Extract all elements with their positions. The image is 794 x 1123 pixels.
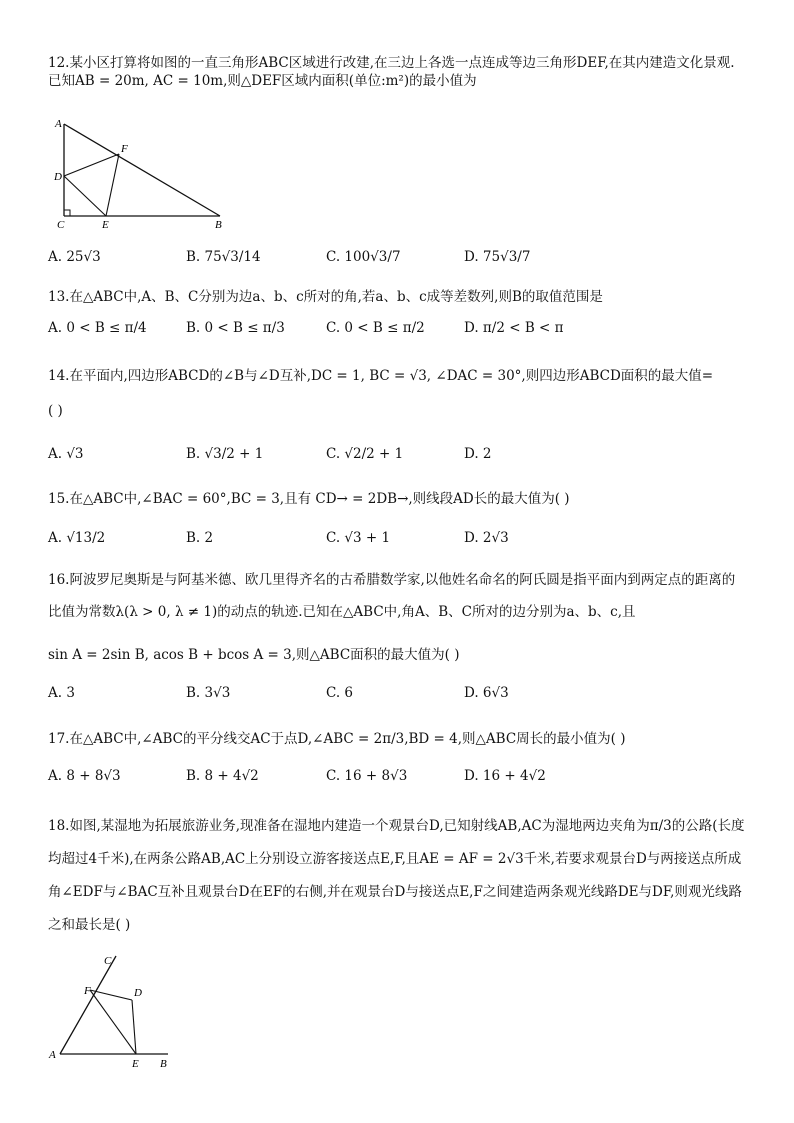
q12-label-a: A	[55, 118, 62, 130]
q17-option-a[interactable]: A. 8 + 8√3	[48, 768, 121, 784]
q17-option-c[interactable]: C. 16 + 8√3	[326, 768, 408, 784]
q18-label-b: B	[160, 1058, 167, 1070]
q14-option-b[interactable]: B. √3/2 + 1	[186, 446, 264, 462]
q12-label-d: D	[54, 171, 62, 183]
q13-option-c[interactable]: C. 0 < B ≤ π/2	[326, 320, 425, 336]
q18-text: 18.如图,某湿地为拓展旅游业务,现准备在湿地内建造一个观景台D,已知射线AB,AC为湿地两边夹角为π/3的公路(长度均超过4千米),在两条公路AB,AC上分别设立游客接送点E,F,且AE = AF = 2√3千米,若要求观景台D与两接送点所成角∠EDF与∠BAC互补且观景台D在EF的右侧,并在观景台D与接送点E,F之间建造两条观光线路DE与DF,则观光线路之和最长是( )	[48, 818, 745, 934]
q15-option-a[interactable]: A. √13/2	[48, 530, 106, 546]
q16-option-a[interactable]: A. 3	[48, 685, 75, 701]
q16-option-d[interactable]: D. 6√3	[464, 685, 509, 701]
q18-label-d: D	[134, 987, 142, 999]
q14-option-c[interactable]: C. √2/2 + 1	[326, 446, 404, 462]
q12-label-b: B	[215, 219, 222, 230]
q18-label-f: F	[84, 985, 91, 997]
q18-label-a: A	[49, 1049, 56, 1061]
q12-text: 12.某小区打算将如图的一直三角形ABC区域进行改建,在三边上各选一点连成等边三角形DEF,在其内建造文化景观.已知AB = 20m, AC = 10m,则△DEF区域内面积(单位:m²)的最小值为	[48, 55, 735, 90]
q12-option-c[interactable]: C. 100√3/7	[326, 249, 401, 265]
q16-option-c[interactable]: C. 6	[326, 685, 354, 701]
q15-option-b[interactable]: B. 2	[186, 530, 214, 546]
q12-label-f: F	[121, 143, 128, 155]
q17-option-b[interactable]: B. 8 + 4√2	[186, 768, 259, 784]
q12-option-d[interactable]: D. 75√3/7	[464, 249, 531, 265]
q12-stem	[48, 54, 748, 90]
q17-text: 17.在△ABC中,∠ABC的平分线交AC于点D,∠ABC = 2π/3,BD = 4,则△ABC周长的最小值为( )	[48, 731, 626, 747]
q15-option-c[interactable]: C. √3 + 1	[326, 530, 391, 546]
q14-option-a[interactable]: A. √3	[48, 446, 84, 462]
q12-option-b[interactable]: B. 75√3/14	[186, 249, 261, 265]
q16-option-b[interactable]: B. 3√3	[186, 685, 231, 701]
q13-option-b[interactable]: B. 0 < B ≤ π/3	[186, 320, 285, 336]
q18-label-e: E	[132, 1058, 139, 1070]
q14-option-d[interactable]: D. 2	[464, 446, 492, 462]
q12-option-a[interactable]: A. 25√3	[48, 249, 101, 265]
q13-text: 13.在△ABC中,A、B、C分别为边a、b、c所对的角,若a、b、c成等差数列,则B的取值范围是	[48, 289, 603, 305]
q12-label-e: E	[102, 219, 109, 230]
q16-text-1: 16.阿波罗尼奥斯是与阿基米德、欧几里得齐名的古希腊数学家,以他姓名命名的阿氏圆是指平面内到两定点的距离的比值为常数λ(λ > 0, λ ≠ 1)的动点的轨迹.已知在△ABC中,角A、B、C所对的边分别为a、b、c,且	[48, 572, 736, 621]
q15-text: 15.在△ABC中,∠BAC = 60°,BC = 3,且有 CD→ = 2DB→,则线段AD长的最大值为( )	[48, 491, 570, 507]
q15-option-d[interactable]: D. 2√3	[464, 530, 509, 546]
q12-figure	[50, 118, 240, 230]
q14-text: 14.在平面内,四边形ABCD的∠B与∠D互补,DC = 1, BC = √3, ∠DAC = 30°,则四边形ABCD面积的最大值=	[48, 368, 714, 384]
q13-option-a[interactable]: A. 0 < B ≤ π/4	[48, 320, 147, 336]
q18-figure	[46, 950, 186, 1075]
q17-option-d[interactable]: D. 16 + 4√2	[464, 768, 546, 784]
q13-option-d[interactable]: D. π/2 < B < π	[464, 320, 564, 336]
q18-label-c: C	[104, 955, 112, 967]
q12-label-c: C	[57, 219, 65, 230]
q14-blank: ( )	[48, 403, 63, 419]
q16-text-2: sin A = 2sin B, acos B + bcos A = 3,则△ABC面积的最大值为( )	[48, 647, 460, 663]
